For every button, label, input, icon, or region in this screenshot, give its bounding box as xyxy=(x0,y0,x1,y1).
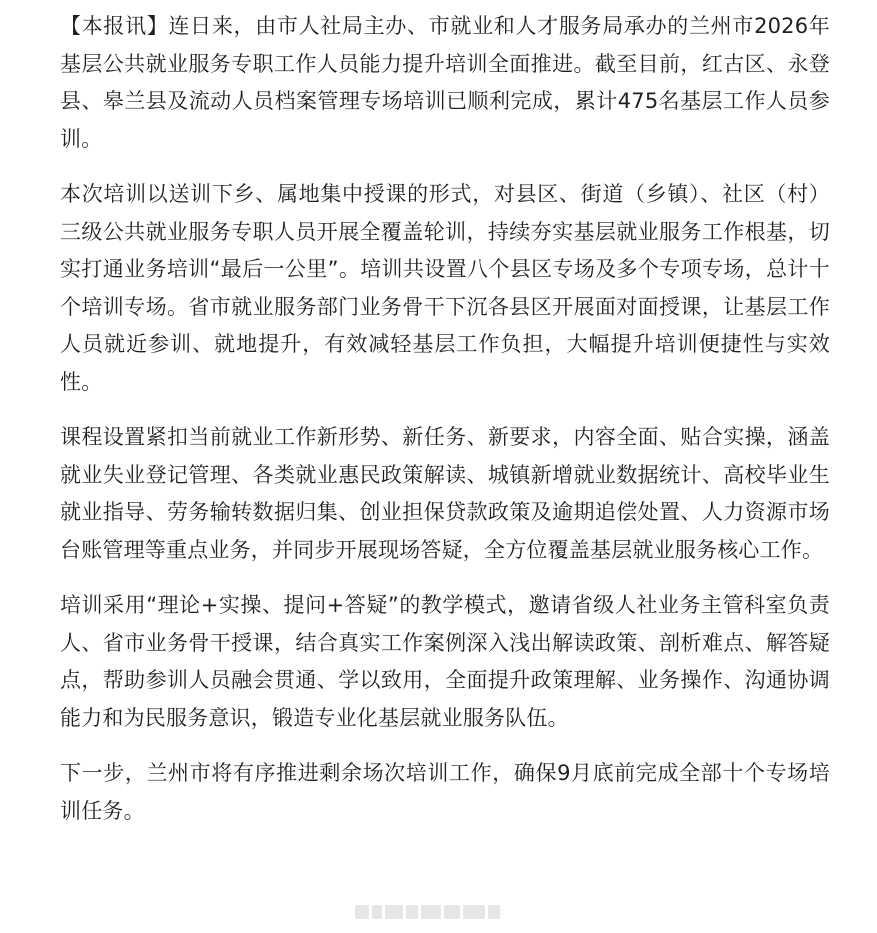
paragraph-intro: 【本报讯】连日来，由市人社局主办、市就业和人才服务局承办的兰州市2026年基层公共就业服务专职工作人员能力提升培训全面推进。截至目前，红古区、永登县、皋兰县及流动人员档案管理专场培训已顺利完成，累计475名基层工作人员参训。 xyxy=(60,14,830,151)
article-body xyxy=(60,8,830,848)
paragraph-next-steps: 下一步，兰州市将有序推进剩余场次培训工作，确保9月底前完成全部十个专场培训任务。 xyxy=(60,761,830,823)
watermark-logo xyxy=(355,902,517,922)
paragraph-training-format: 本次培训以送训下乡、属地集中授课的形式，对县区、街道（乡镇）、社区（村）三级公共就业服务专职人员开展全覆盖轮训，持续夯实基层就业服务工作根基，切实打通业务培训“最后一公里”。培训共设置八个县区专场及多个专项专场，总计十个培训专场。省市就业服务部门业务骨干下沉各县区开展面对面授课，让基层工作人员就近参训、就地提升，有效减轻基层工作负担，大幅提升培训便捷性与实效性。 xyxy=(60,182,830,394)
paragraph-teaching-mode: 培训采用“理论+实操、提问+答疑”的教学模式，邀请省级人社业务主管科室负责人、省市业务骨干授课，结合真实工作案例深入浅出解读政策、剖析难点、解答疑点，帮助参训人员融会贯通、学以致用，全面提升政策理解、业务操作、沟通协调能力和为民服务意识，锻造专业化基层就业服务队伍。 xyxy=(60,593,830,730)
paragraph-course-content: 课程设置紧扣当前就业工作新形势、新任务、新要求，内容全面、贴合实操，涵盖就业失业登记管理、各类就业惠民政策解读、城镇新增就业数据统计、高校毕业生就业指导、劳务输转数据归集、创业担保贷款政策及逾期追偿处置、人力资源市场台账管理等重点业务，并同步开展现场答疑，全方位覆盖基层就业服务核心工作。 xyxy=(60,425,830,562)
